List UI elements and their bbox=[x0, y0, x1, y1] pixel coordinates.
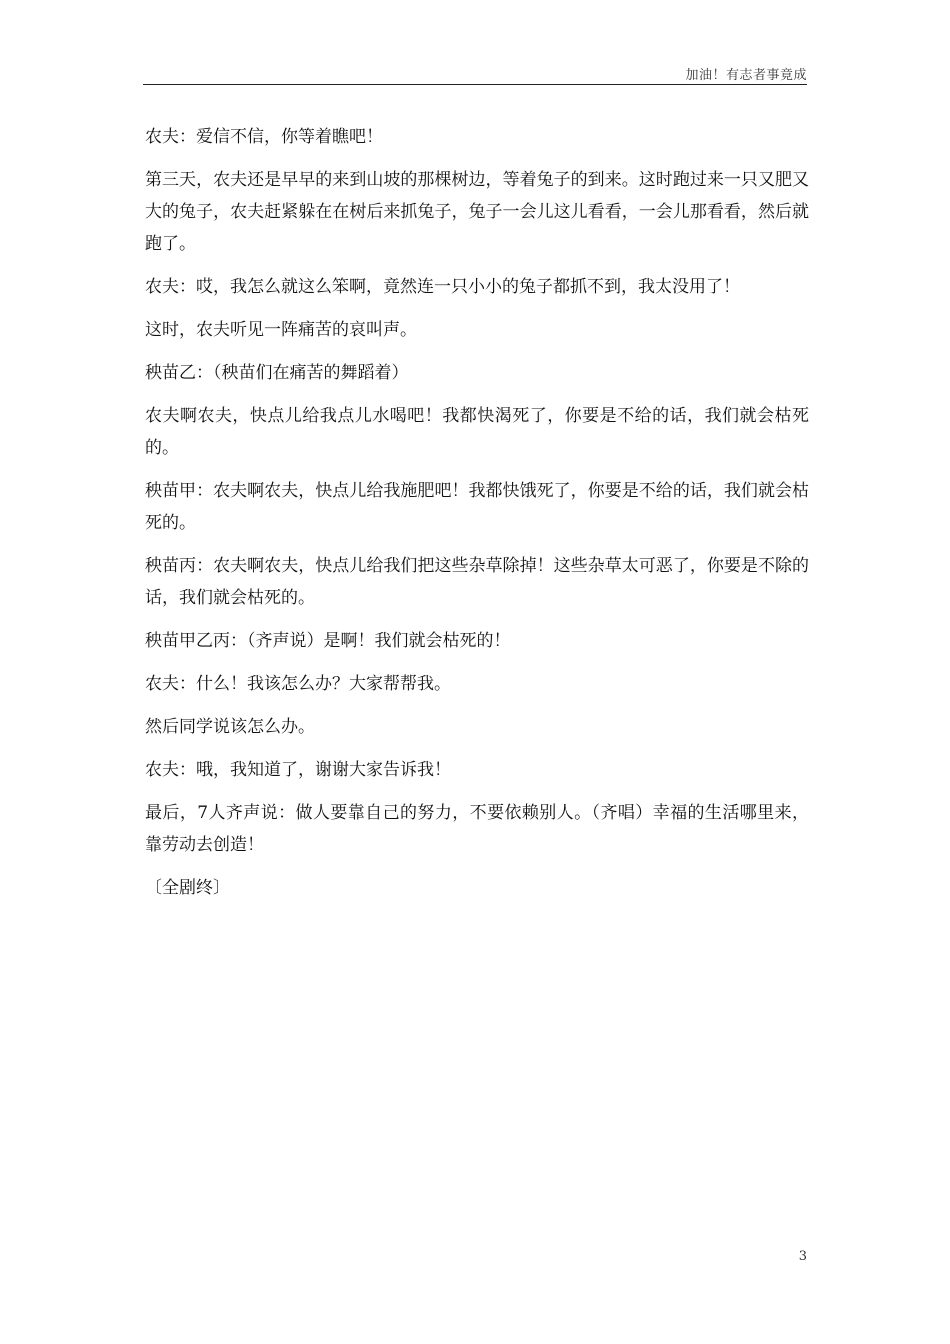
paragraph: 农夫啊农夫，快点儿给我点儿水喝吧！我都快渴死了，你要是不给的话，我们就会枯死的。 bbox=[145, 406, 809, 458]
paragraph: 农夫：爱信不信，你等着瞧吧！ bbox=[145, 127, 383, 147]
paragraph: 这时，农夫听见一阵痛苦的哀叫声。 bbox=[145, 320, 417, 340]
paragraph: 农夫：哎，我怎么就这么笨啊，竟然连一只小小的兔子都抓不到，我太没用了！ bbox=[145, 277, 740, 297]
paragraph: 秧苗乙：（秧苗们在痛苦的舞蹈着） bbox=[145, 363, 409, 383]
paragraph: 农夫：什么！我该怎么办？大家帮帮我。 bbox=[145, 674, 451, 694]
paragraph: 秧苗丙：农夫啊农夫，快点儿给我们把这些杂草除掉！这些杂草太可恶了，你要是不除的话，我们就会枯死的。 bbox=[145, 556, 809, 608]
page-header-text: 加油！有志者事竟成 bbox=[685, 68, 807, 83]
paragraph: 然后同学说该怎么办。 bbox=[145, 717, 315, 737]
paragraph: 农夫：哦，我知道了，谢谢大家告诉我！ bbox=[145, 760, 451, 780]
paragraph: 〔全剧终〕 bbox=[145, 878, 230, 898]
paragraph: 秧苗甲：农夫啊农夫，快点儿给我施肥吧！我都快饿死了，你要是不给的话，我们就会枯死的。 bbox=[145, 481, 809, 533]
header-divider bbox=[143, 84, 807, 85]
page-number: 3 bbox=[798, 1249, 807, 1264]
paragraph: 第三天，农夫还是早早的来到山坡的那棵树边，等着兔子的到来。这时跑过来一只又肥又大的兔子，农夫赶紧躲在在树后来抓兔子，兔子一会儿这儿看看，一会儿那看看，然后就跑了。 bbox=[145, 170, 809, 254]
paragraph: 秧苗甲乙丙：（齐声说）是啊！我们就会枯死的！ bbox=[145, 631, 511, 651]
paragraph: 最后，7人齐声说：做人要靠自己的努力，不要依赖别人。（齐唱）幸福的生活哪里来，靠劳动去创造！ bbox=[145, 803, 809, 855]
document-body bbox=[145, 121, 809, 915]
